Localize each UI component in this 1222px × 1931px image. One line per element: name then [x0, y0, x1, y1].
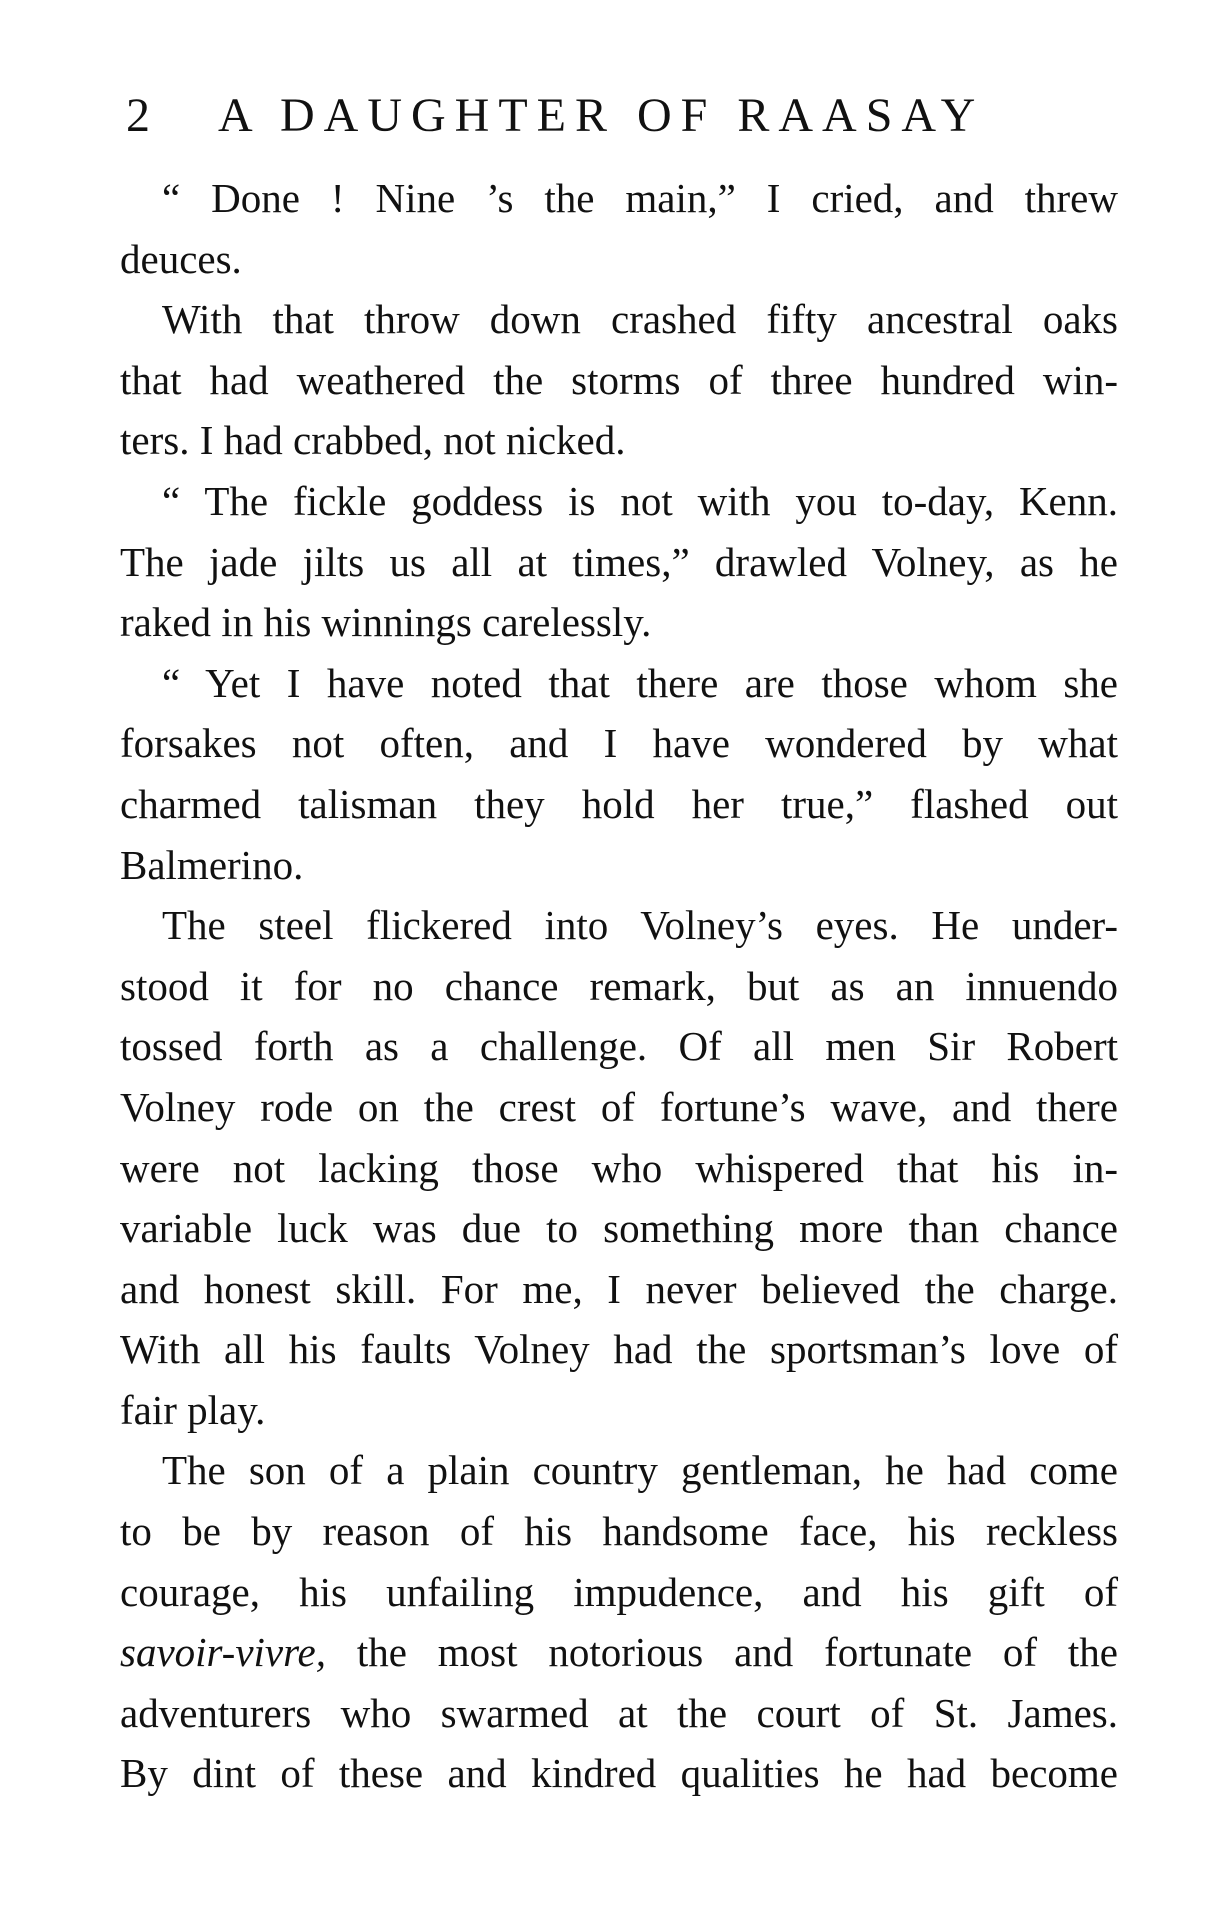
text-line: The steel flickered into Volney’s eyes. He under- — [162, 902, 1118, 949]
text-line: “ Done ! Nine ’s the main,” I cried, and threw — [162, 175, 1118, 221]
text-line: fair play. — [120, 1386, 266, 1433]
text-line: variable luck was due to something more than chance — [120, 1205, 1118, 1252]
text-line: The jade jilts us all at times,” drawled Volney, as he — [120, 538, 1118, 585]
text-line: stood it for no chance remark, but as an innuendo — [120, 962, 1118, 1009]
running-header — [126, 88, 1086, 148]
text-line: The son of a plain country gentleman, he had come — [162, 1447, 1118, 1494]
running-title: A DAUGHTER OF RAASAY — [218, 89, 985, 142]
text-line: courage, his unfailing impudence, and his gift of — [120, 1568, 1118, 1615]
text-line: adventurers who swarmed at the court of St. James. — [120, 1689, 1118, 1736]
text-line: tossed forth as a challenge. Of all men Sir Robert — [120, 1023, 1118, 1070]
text-line: to be by reason of his handsome face, his reckless — [120, 1508, 1118, 1555]
text-line: Balmerino. — [120, 841, 304, 888]
body-text — [120, 168, 1118, 1804]
text-line: Volney rode on the crest of fortune’s wave, and there — [120, 1083, 1118, 1130]
page-number: 2 — [126, 89, 150, 142]
text-line: “ The fickle goddess is not with you to-day, Kenn. — [162, 477, 1118, 524]
text-line: deuces. — [120, 235, 242, 282]
text-line: charmed talisman they hold her true,” flashed out — [120, 780, 1118, 827]
text-line: were not lacking those who whispered that his in- — [120, 1144, 1118, 1191]
text-line: raked in his winnings carelessly. — [120, 599, 652, 646]
text-line — [120, 1622, 1118, 1683]
text-line: By dint of these and kindred qualities he had become — [120, 1750, 1118, 1797]
text-line: ters. I had crabbed, not nicked. — [120, 417, 626, 464]
italic-phrase: savoir-vivre, — [120, 1629, 327, 1676]
text-line: and honest skill. For me, I never believed the charge. — [120, 1265, 1118, 1312]
text-line: “ Yet I have noted that there are those whom she — [162, 659, 1118, 706]
text-line: With all his faults Volney had the sportsman’s love of — [120, 1326, 1118, 1373]
text-line: forsakes not often, and I have wondered by what — [120, 720, 1118, 767]
text-line: that had weathered the storms of three hundred win- — [120, 356, 1118, 403]
line-text: the most notorious and fortunate of the — [326, 1629, 1118, 1676]
text-line: With that throw down crashed fifty ancestral oaks — [162, 296, 1118, 343]
